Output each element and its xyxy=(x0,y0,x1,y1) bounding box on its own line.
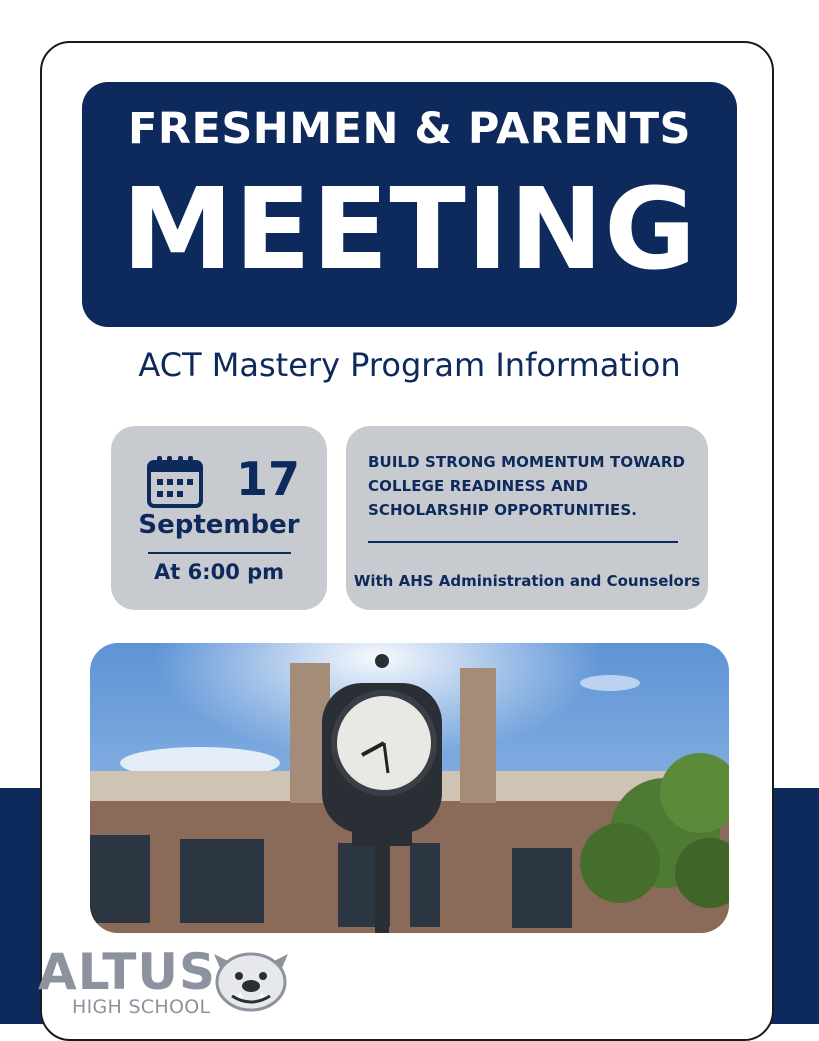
school-logo-subtitle: HIGH SCHOOL xyxy=(72,996,211,1018)
calendar-icon xyxy=(147,456,203,508)
bulldog-icon xyxy=(212,948,290,1014)
clock-tower-illustration xyxy=(90,643,729,933)
title-line-1: FRESHMEN & PARENTS xyxy=(127,104,692,154)
subtitle: ACT Mastery Program Information xyxy=(138,346,681,384)
title-line-2: MEETING xyxy=(121,165,698,295)
info-footer: With AHS Administration and Counselors xyxy=(353,572,701,590)
info-divider xyxy=(368,541,678,543)
event-time: At 6:00 pm xyxy=(153,560,285,584)
event-day: 17 xyxy=(236,452,301,506)
school-logo-name: ALTUS xyxy=(38,943,216,1001)
event-month: September xyxy=(138,510,300,540)
date-divider xyxy=(148,552,291,554)
clock-tower-photo xyxy=(90,643,729,933)
info-headline: BUILD STRONG MOMENTUM TOWARD COLLEGE READINESS AND SCHOLARSHIP OPPORTUNITIES. xyxy=(368,453,686,519)
